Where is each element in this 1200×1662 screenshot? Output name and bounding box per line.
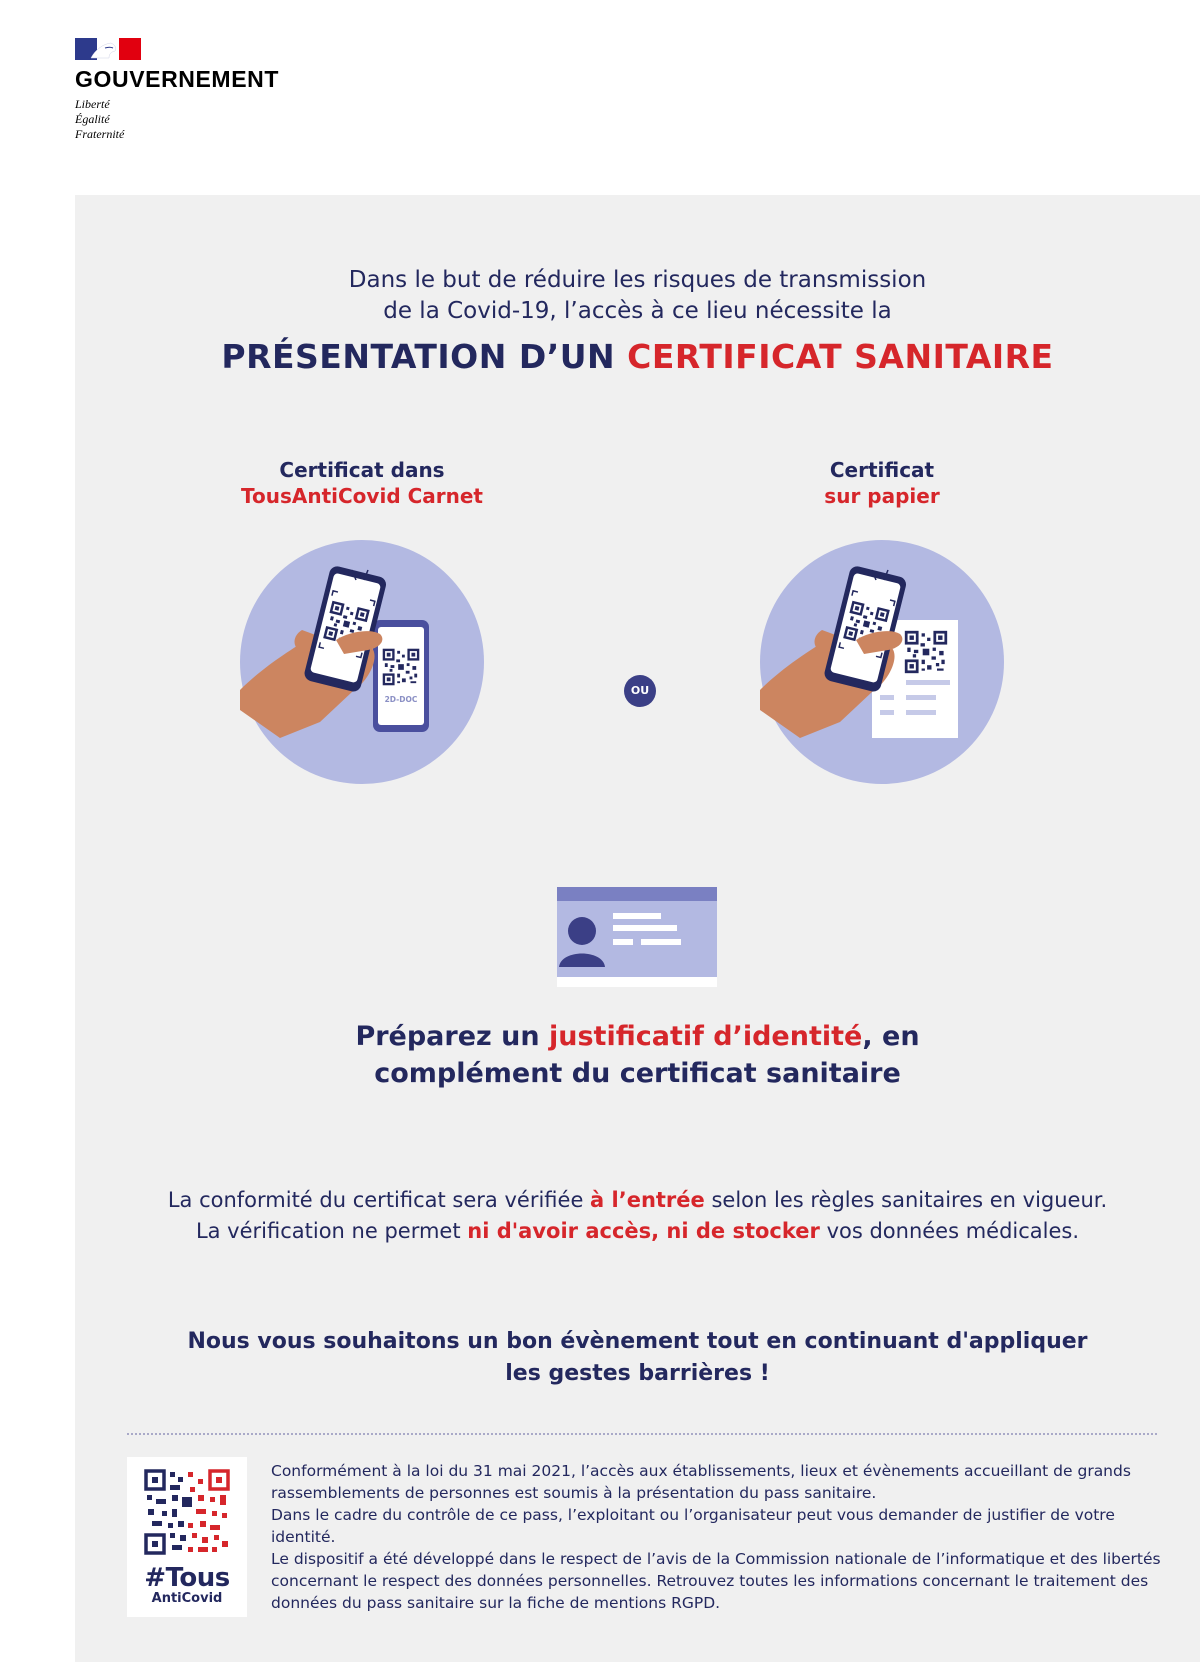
conformity-l1c: selon les règles sanitaires en vigueur. [704, 1188, 1108, 1212]
intro-line-2: de la Covid-19, l’accès à ce lieu nécessite la [383, 298, 892, 324]
conformity-line-2 [75, 1216, 1200, 1247]
legal-paragraph-1: Conformément à la loi du 31 mai 2021, l’accès aux établissements, lieux et évènements accueillant de grands rassemblements de personnes est soumis à la présentation du pass sanitaire. [271, 1462, 1131, 1502]
hashtag-tous: #Tous [144, 1563, 230, 1593]
identity-line-1 [75, 1018, 1200, 1055]
marianne-flag-icon [75, 36, 141, 62]
intro-line-1: Dans le but de réduire les risques de transmission [348, 267, 927, 293]
tousanticovid-qr-box [127, 1457, 247, 1617]
paper-scan-illustration [760, 540, 1004, 784]
motto-egalite: Égalité [75, 112, 110, 126]
conformity-text [75, 1185, 1200, 1247]
conformity-l2b: ni d'avoir accès, ni de stocker [467, 1219, 820, 1243]
government-logo [75, 36, 279, 142]
id-card-icon [557, 887, 717, 987]
option-app-label [182, 457, 542, 509]
wish-line-2: les gestes barrières ! [505, 1361, 770, 1386]
phone-scan-illustration [240, 540, 484, 784]
identity-part-3: , en [862, 1021, 920, 1052]
wish-line-1: Nous vous souhaitons un bon évènement tout en continuant d'appliquer [187, 1329, 1088, 1354]
motto-fraternite: Fraternité [75, 127, 125, 141]
conformity-l1a: La conformité du certificat sera vérifiée [167, 1188, 591, 1212]
option-paper-label [702, 457, 1062, 509]
headline [75, 337, 1200, 376]
option-app-line-2: TousAntiCovid Carnet [241, 484, 483, 508]
option-app-line-1: Certificat dans [279, 458, 445, 482]
conformity-l1b: à l’entrée [590, 1188, 705, 1212]
footer-divider [127, 1433, 1157, 1435]
legal-paragraph-2: Dans le cadre du contrôle de ce pass, l’exploitant ou l’organisateur peut vous demander de justifier de votre identité. [271, 1506, 1115, 1546]
option-paper-line-2: sur papier [824, 484, 940, 508]
government-name: GOUVERNEMENT [75, 66, 279, 92]
identity-reminder [75, 1018, 1200, 1092]
closing-wish [75, 1326, 1200, 1390]
headline-part-1: PRÉSENTATION D’UN [221, 337, 628, 376]
intro-text [75, 265, 1200, 327]
identity-part-2: justificatif d’identité [549, 1021, 863, 1052]
legal-notice [271, 1460, 1161, 1614]
or-separator-badge: OU [624, 675, 656, 707]
legal-paragraph-3: Le dispositif a été développé dans le respect de l’avis de la Commission nationale de l’informatique et des libertés concernant le respect des données personnelles. Retrouvez toutes les informations concernant le traitement des données du pass sanitaire sur la fiche de mentions RGPD. [271, 1550, 1161, 1612]
identity-line-2: complément du certificat sanitaire [374, 1058, 901, 1089]
badge-2d-doc: 2D-DOC [384, 695, 418, 704]
qr-code-icon [144, 1469, 230, 1555]
conformity-l2a: La vérification ne permet [195, 1219, 468, 1243]
headline-part-2: CERTIFICAT SANITAIRE [627, 337, 1054, 376]
identity-part-1: Préparez un [355, 1021, 549, 1052]
poster-panel [75, 195, 1200, 1662]
motto-liberte: Liberté [75, 97, 110, 111]
republic-motto [75, 97, 279, 142]
option-paper-line-1: Certificat [829, 458, 935, 482]
conformity-l2c: vos données médicales. [819, 1219, 1080, 1243]
hashtag-anticovid: AntiCovid [151, 1591, 223, 1606]
conformity-line-1 [75, 1185, 1200, 1216]
